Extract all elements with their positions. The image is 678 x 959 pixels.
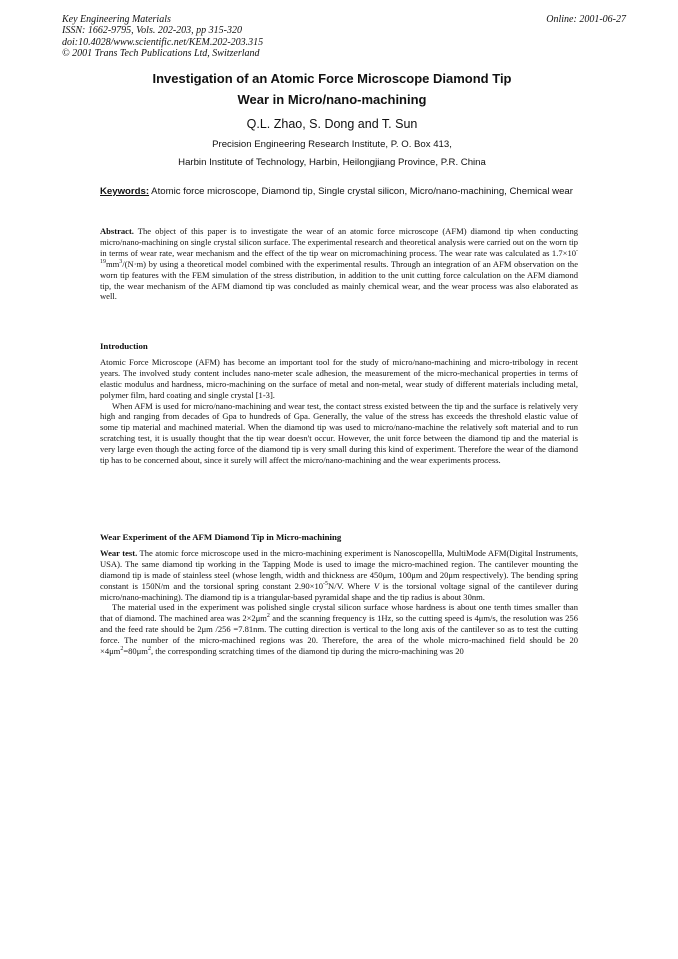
wear-test-label: Wear test. xyxy=(100,547,138,558)
abstract-label: Abstract. xyxy=(100,226,134,236)
material-text-b: and the scanning frequency is 1Hz, so the cutting speed is 4μm/s, the resolution was 256 and the feed rate should be 2μm /256 =7.81nm. The cutting direction is vertical to the long axis of the cantilever so as to test the cutting force. The number of the micro-machined regions was 20. Therefore, the area of the whole micro-machined field should be 20 ×4μm xyxy=(100,613,578,657)
issn-line: ISSN: 1662-9795, Vols. 202-203, pp 315-320 xyxy=(62,25,242,37)
abstract xyxy=(100,226,578,302)
introduction-paragraph-1: Atomic Force Microscope (AFM) has become an important tool for the study of micro/nano-machining and micro-tribology in recent years. The involved study content includes nano-meter scale adhesion, the measurement of the micro-mechanical properties in terms of elastic modulus and hardness, micro-machining on the surface of metal and non-metal, wear study of different materials including metal, polymer film, hard coating and single crystal [1-3]. xyxy=(100,356,578,400)
material-text-d: , the corresponding scratching times of the diamond tip during the micro-machining was 20 xyxy=(150,646,464,657)
material-text-a: The material used in the experiment was polished single crystal silicon surface whose hardness is about one tenth times smaller than that of diamond. The machined area was 2×2μm xyxy=(100,602,578,624)
abstract-text: The object of this paper is to investigate the wear of an atomic force microscope (AFM) diamond tip when conducting micro/nano-machining on single crystal silicon surface. The experimental research and theoretical analysis were carried out on the worn tip in terms of wear rate, wear mechanism and the effect of the tip wear on micromachining process. The wear rate was calculated as 1.7×10 xyxy=(100,226,578,258)
affiliation-line-2: Harbin Institute of Technology, Harbin, Heilongjiang Province, P.R. China xyxy=(178,156,486,168)
introduction-section xyxy=(100,341,578,466)
keywords-text: Atomic force microscope, Diamond tip, Single crystal silicon, Micro/nano-machining, Chemical wear xyxy=(149,186,573,197)
affiliation xyxy=(62,136,602,171)
title-line-2: Wear in Micro/nano-machining xyxy=(237,92,427,107)
wear-test-paragraph xyxy=(100,548,578,603)
abstract-text-3: /(N·m) by using a theoretical model combined with the experimental results. Through an integration of an AFM observation on the worn tip features with the FEM simulation of the stress distribution, in addition to the unit cutting force calculation on the AFM diamond tip, the wear mechanism of the AFM diamond tip was concluded as mainly chemical wear, and the wear process was also elaborated as well. xyxy=(100,258,578,302)
wear-test-text-b: N/V. Where xyxy=(328,580,374,591)
wear-test-exp: -5 xyxy=(323,580,329,587)
wear-test-text-a: The atomic force microscope used in the micro-machining experiment is Nanoscopellla, MultiMode AFM(Digital Instruments, USA). The same diamond tip working in the Tapping Mode is used to image the micro-machined region. The cantilever mounting the diamond tip is made of stainless steel (whose length, width and thickness are 450μm, 100μm and 20μm respectively). The bending spring constant is 150N/m and the torsional spring constant 2.90×10 xyxy=(100,547,578,591)
copyright-line: © 2001 Trans Tech Publications Ltd, Switzerland xyxy=(62,47,260,59)
wear-experiment-section xyxy=(100,532,578,657)
introduction-paragraph-2: When AFM is used for micro/nano-machining and wear test, the contact stress existed between the tip and the surface is relatively very high and ranging from decades of Gpa to hundreds of Gpa. Generally, the value of the stress has exceeds the threshold elastic value of some tip material and machined material. When the diamond tip was used to micro/nano-machine the relatively soft material and to run scratching test, it is usually thought that the tip wear doesn't occur. However, the unit force between the diamond tip and the material is very large even though the acting force of the diamond tip is very small during this kind of experiment. Therefore the wear of the diamond tip has to be concerned about, since it surely will affect the micro/nano-machining and the wear experiments process. xyxy=(100,400,578,466)
paper-title xyxy=(62,68,602,110)
abstract-text-2: mm xyxy=(106,258,120,269)
material-exp-3: 2 xyxy=(147,646,151,653)
doi-line: doi:10.4028/www.scientific.net/KEM.202-203.315 xyxy=(62,36,264,48)
keywords xyxy=(100,186,578,198)
material-exp-1: 2 xyxy=(266,613,270,620)
introduction-heading: Introduction xyxy=(100,341,148,351)
abstract-exp-2: 3 xyxy=(119,258,123,265)
journal-name: Key Engineering Materials xyxy=(62,14,171,25)
wear-section-heading: Wear Experiment of the AFM Diamond Tip in Micro-machining xyxy=(100,532,342,542)
wear-test-var: V xyxy=(373,580,380,591)
journal-header xyxy=(62,14,263,59)
keywords-label: Keywords: xyxy=(100,186,150,197)
wear-test-text-c: is the torsional voltage signal of the cantilever during micro/nano-machining). The diamond tip is a triangular-based pyramidal shape and the tip radius is about 30nm. xyxy=(100,580,578,602)
authors: Q.L. Zhao, S. Dong and T. Sun xyxy=(246,117,418,131)
affiliation-line-1: Precision Engineering Research Institute, P. O. Box 413, xyxy=(212,139,452,150)
material-paragraph xyxy=(100,602,578,657)
material-text-c: =80μm xyxy=(123,646,148,657)
abstract-exp: -19 xyxy=(100,247,578,265)
online-date: Online: 2001-06-27 xyxy=(546,14,626,25)
title-line-1: Investigation of an Atomic Force Microscope Diamond Tip xyxy=(152,71,512,86)
material-exp-2: 2 xyxy=(120,646,124,653)
